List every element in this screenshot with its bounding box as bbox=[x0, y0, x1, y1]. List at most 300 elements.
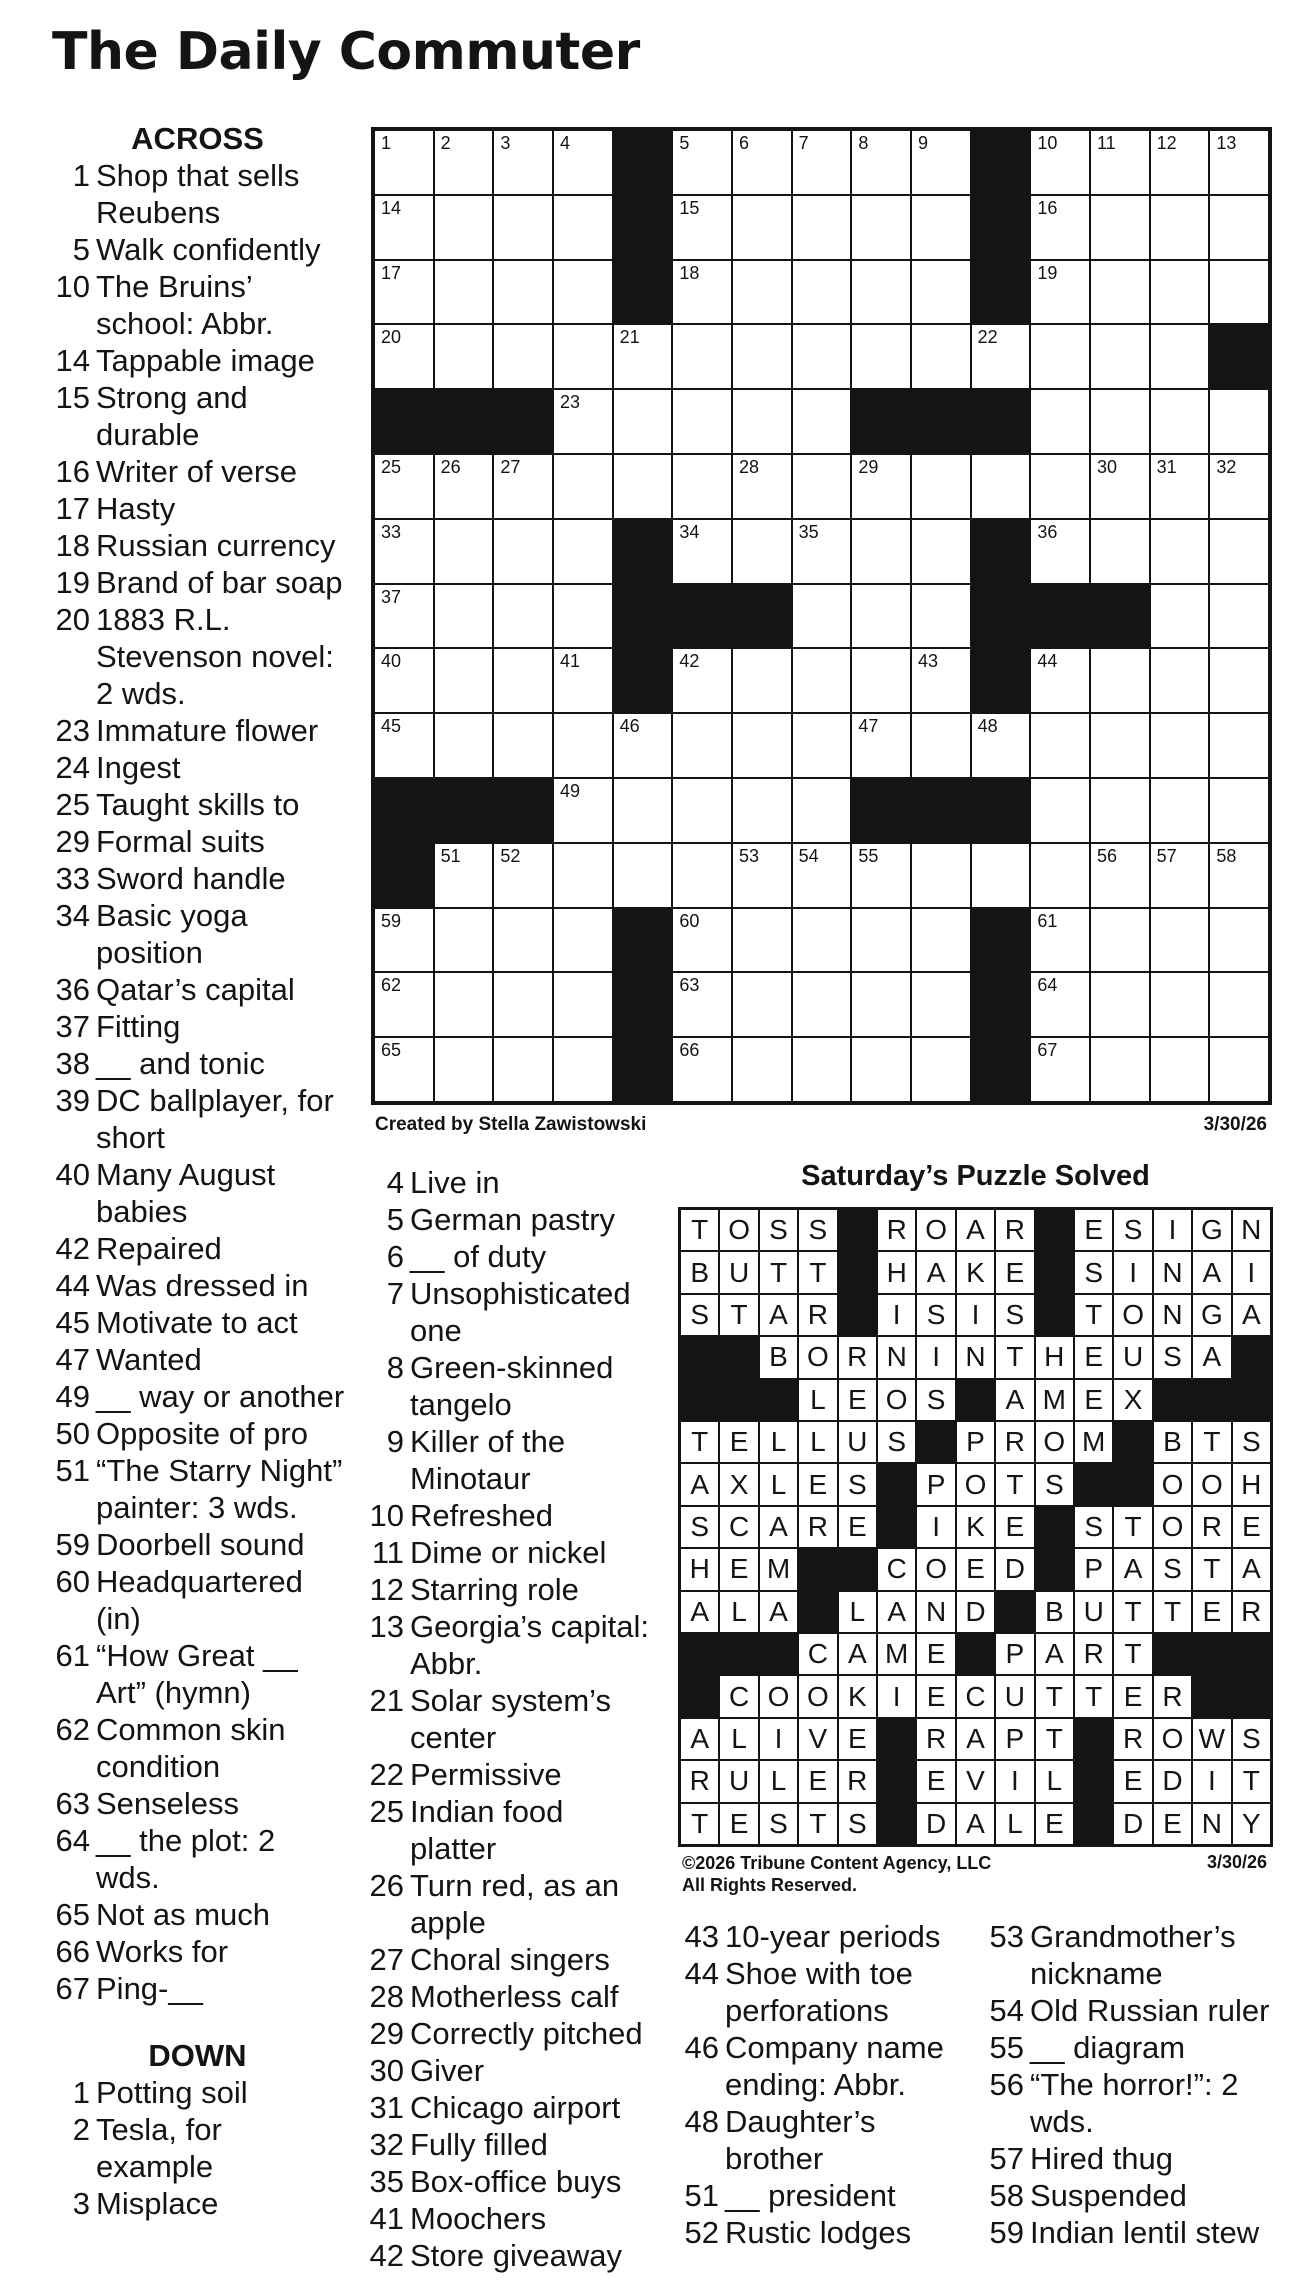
solved-black-square bbox=[1035, 1209, 1074, 1251]
grid-cell[interactable] bbox=[1209, 584, 1269, 649]
grid-cell[interactable] bbox=[493, 195, 553, 260]
grid-cell[interactable] bbox=[1090, 972, 1150, 1037]
down-clue-list-1 bbox=[50, 2074, 345, 2222]
clue-text: Motherless calf bbox=[410, 1979, 619, 2014]
grid-cell[interactable] bbox=[792, 130, 852, 195]
grid-cell[interactable] bbox=[493, 324, 553, 389]
grid-cell[interactable] bbox=[911, 584, 971, 649]
grid-cell[interactable] bbox=[613, 324, 673, 389]
grid-cell[interactable] bbox=[1030, 389, 1090, 454]
clue-number: 25 bbox=[369, 1794, 404, 1829]
grid-cell[interactable] bbox=[732, 972, 792, 1037]
black-square bbox=[971, 519, 1031, 584]
grid-cell[interactable] bbox=[1209, 843, 1269, 908]
grid-cell[interactable] bbox=[553, 519, 613, 584]
grid-cell[interactable] bbox=[1209, 519, 1269, 584]
grid-cell[interactable] bbox=[911, 713, 971, 778]
cell-number: 37 bbox=[381, 586, 402, 607]
clue-number: 49 bbox=[55, 1379, 90, 1414]
cell-number: 57 bbox=[1156, 845, 1177, 866]
grid-cell[interactable] bbox=[1209, 648, 1269, 713]
grid-cell[interactable] bbox=[851, 584, 911, 649]
solved-letter: N bbox=[1153, 1294, 1192, 1336]
grid-cell[interactable] bbox=[792, 908, 852, 973]
grid-cell[interactable] bbox=[1209, 1037, 1269, 1102]
black-square bbox=[374, 843, 434, 908]
grid-cell[interactable] bbox=[1150, 130, 1210, 195]
solved-letter: D bbox=[1153, 1760, 1192, 1802]
grid-cell[interactable] bbox=[732, 843, 792, 908]
grid-cell[interactable] bbox=[672, 195, 732, 260]
grid-cell[interactable] bbox=[1150, 972, 1210, 1037]
grid-cell[interactable] bbox=[911, 972, 971, 1037]
clue-number: 37 bbox=[55, 1009, 90, 1044]
grid-cell[interactable] bbox=[672, 130, 732, 195]
black-square bbox=[493, 389, 553, 454]
grid-cell[interactable] bbox=[851, 908, 911, 973]
grid-cell[interactable] bbox=[792, 519, 852, 584]
clue-item bbox=[50, 749, 345, 786]
grid-cell[interactable] bbox=[493, 454, 553, 519]
clue-number: 42 bbox=[55, 1231, 90, 1266]
grid-cell[interactable] bbox=[792, 584, 852, 649]
solved-black-square bbox=[1035, 1506, 1074, 1548]
clue-text: Doorbell sound bbox=[96, 1527, 305, 1562]
clue-text: Giver bbox=[410, 2053, 485, 2088]
grid-cell[interactable] bbox=[434, 648, 494, 713]
grid-cell[interactable] bbox=[553, 130, 613, 195]
grid-cell[interactable] bbox=[1030, 130, 1090, 195]
clue-item bbox=[360, 1423, 655, 1497]
grid-cell[interactable] bbox=[493, 260, 553, 325]
grid-cell[interactable] bbox=[1030, 324, 1090, 389]
grid-cell[interactable] bbox=[1030, 519, 1090, 584]
black-square bbox=[374, 389, 434, 454]
grid-cell[interactable] bbox=[553, 972, 613, 1037]
grid-cell[interactable] bbox=[911, 130, 971, 195]
grid-cell[interactable] bbox=[792, 648, 852, 713]
solved-black-square bbox=[759, 1379, 798, 1421]
clue-text: Wanted bbox=[96, 1342, 202, 1377]
grid-cell[interactable] bbox=[971, 713, 1031, 778]
grid-cell[interactable] bbox=[911, 195, 971, 260]
solved-letter: U bbox=[719, 1251, 758, 1293]
grid-cell[interactable] bbox=[374, 195, 434, 260]
grid-cell[interactable] bbox=[672, 713, 732, 778]
grid-cell[interactable] bbox=[1150, 260, 1210, 325]
grid-cell[interactable] bbox=[851, 260, 911, 325]
grid-cell[interactable] bbox=[851, 519, 911, 584]
grid-cell[interactable] bbox=[732, 324, 792, 389]
solved-black-square bbox=[1153, 1379, 1192, 1421]
grid-cell[interactable] bbox=[672, 519, 732, 584]
grid-cell[interactable] bbox=[374, 519, 434, 584]
grid-cell[interactable] bbox=[1150, 778, 1210, 843]
cell-number: 52 bbox=[500, 845, 521, 866]
solved-letter: E bbox=[1074, 1209, 1113, 1251]
clue-item bbox=[980, 1992, 1280, 2029]
solved-black-square bbox=[1074, 1463, 1113, 1505]
grid-cell[interactable] bbox=[553, 908, 613, 973]
grid-cell[interactable] bbox=[1090, 648, 1150, 713]
grid-cell[interactable] bbox=[1030, 1037, 1090, 1102]
solved-letter: E bbox=[1074, 1336, 1113, 1378]
grid-cell[interactable] bbox=[613, 389, 673, 454]
clue-item bbox=[50, 1711, 345, 1785]
grid-cell[interactable] bbox=[434, 260, 494, 325]
black-square bbox=[971, 972, 1031, 1037]
grid-cell[interactable] bbox=[1030, 713, 1090, 778]
grid-cell[interactable] bbox=[1150, 908, 1210, 973]
grid-cell[interactable] bbox=[553, 324, 613, 389]
clue-number: 66 bbox=[55, 1934, 90, 1969]
clue-number: 47 bbox=[55, 1342, 90, 1377]
grid-cell[interactable] bbox=[911, 454, 971, 519]
clue-item bbox=[360, 1201, 655, 1238]
grid-cell[interactable] bbox=[493, 1037, 553, 1102]
cell-number: 32 bbox=[1216, 457, 1237, 477]
cell-number: 54 bbox=[798, 845, 819, 866]
solved-letter: T bbox=[680, 1209, 719, 1251]
grid-cell[interactable] bbox=[792, 843, 852, 908]
grid-cell[interactable] bbox=[553, 648, 613, 713]
solved-letter: S bbox=[759, 1209, 798, 1251]
grid-cell[interactable] bbox=[1209, 454, 1269, 519]
grid-cell[interactable] bbox=[374, 972, 434, 1037]
grid-cell[interactable] bbox=[1150, 1037, 1210, 1102]
grid-cell[interactable] bbox=[374, 130, 434, 195]
solved-letter: G bbox=[1192, 1209, 1231, 1251]
solved-letter: O bbox=[798, 1675, 837, 1717]
solved-letter: R bbox=[995, 1421, 1034, 1463]
black-square bbox=[613, 1037, 673, 1102]
grid-cell[interactable] bbox=[553, 260, 613, 325]
solved-black-square bbox=[1074, 1718, 1113, 1760]
solved-black-square bbox=[798, 1591, 837, 1633]
solved-letter: A bbox=[680, 1591, 719, 1633]
grid-cell[interactable] bbox=[792, 454, 852, 519]
grid-cell[interactable] bbox=[672, 648, 732, 713]
grid-cell[interactable] bbox=[911, 519, 971, 584]
grid-cell[interactable] bbox=[434, 713, 494, 778]
grid-cell[interactable] bbox=[434, 454, 494, 519]
grid-cell[interactable] bbox=[672, 324, 732, 389]
grid-cell[interactable] bbox=[493, 648, 553, 713]
clue-item bbox=[50, 1822, 345, 1896]
grid-cell[interactable] bbox=[1150, 195, 1210, 260]
grid-cell[interactable] bbox=[1150, 584, 1210, 649]
crossword-grid[interactable] bbox=[371, 127, 1272, 1105]
grid-cell[interactable] bbox=[1209, 260, 1269, 325]
grid-cell[interactable] bbox=[1090, 324, 1150, 389]
grid-cell[interactable] bbox=[792, 972, 852, 1037]
grid-cell[interactable] bbox=[1150, 389, 1210, 454]
grid-cell[interactable] bbox=[374, 454, 434, 519]
clue-text: Was dressed in bbox=[96, 1268, 309, 1303]
grid-cell[interactable] bbox=[851, 648, 911, 713]
grid-cell[interactable] bbox=[971, 324, 1031, 389]
solved-letter: S bbox=[1232, 1718, 1271, 1760]
grid-cell[interactable] bbox=[911, 1037, 971, 1102]
grid-cell[interactable] bbox=[851, 324, 911, 389]
grid-cell[interactable] bbox=[493, 584, 553, 649]
grid-cell[interactable] bbox=[1030, 843, 1090, 908]
grid-cell[interactable] bbox=[911, 260, 971, 325]
grid-cell[interactable] bbox=[672, 454, 732, 519]
grid-cell[interactable] bbox=[374, 324, 434, 389]
grid-cell[interactable] bbox=[732, 260, 792, 325]
solved-letter: A bbox=[916, 1251, 955, 1293]
grid-cell[interactable] bbox=[672, 972, 732, 1037]
solved-letter: E bbox=[916, 1675, 955, 1717]
solved-letter: E bbox=[798, 1760, 837, 1802]
clue-text: Shop that sells Reubens bbox=[96, 158, 300, 230]
solved-letter: T bbox=[1113, 1506, 1152, 1548]
solved-letter: I bbox=[1192, 1760, 1231, 1802]
solved-letter: E bbox=[1035, 1803, 1074, 1845]
grid-cell[interactable] bbox=[613, 778, 673, 843]
grid-cell[interactable] bbox=[851, 843, 911, 908]
clue-number: 39 bbox=[55, 1083, 90, 1118]
solved-letter: L bbox=[719, 1718, 758, 1760]
grid-cell[interactable] bbox=[851, 713, 911, 778]
cell-number: 55 bbox=[858, 845, 879, 866]
grid-cell[interactable] bbox=[434, 130, 494, 195]
grid-cell[interactable] bbox=[1030, 195, 1090, 260]
grid-cell[interactable] bbox=[732, 130, 792, 195]
grid-cell[interactable] bbox=[971, 454, 1031, 519]
clue-number: 53 bbox=[989, 1919, 1024, 1954]
grid-cell[interactable] bbox=[1090, 454, 1150, 519]
cell-number: 42 bbox=[679, 651, 700, 672]
grid-cell[interactable] bbox=[434, 324, 494, 389]
grid-cell[interactable] bbox=[493, 130, 553, 195]
solved-letter: E bbox=[1113, 1760, 1152, 1802]
grid-cell[interactable] bbox=[1030, 908, 1090, 973]
grid-cell[interactable] bbox=[1150, 519, 1210, 584]
grid-cell[interactable] bbox=[1150, 843, 1210, 908]
clue-number: 23 bbox=[55, 713, 90, 748]
grid-cell[interactable] bbox=[911, 648, 971, 713]
grid-cell[interactable] bbox=[553, 1037, 613, 1102]
page-title: The Daily Commuter bbox=[52, 22, 640, 82]
grid-cell[interactable] bbox=[732, 389, 792, 454]
solved-letter: T bbox=[1074, 1675, 1113, 1717]
grid-cell[interactable] bbox=[792, 713, 852, 778]
clue-number: 59 bbox=[55, 1527, 90, 1562]
grid-cell[interactable] bbox=[434, 195, 494, 260]
grid-cell[interactable] bbox=[553, 713, 613, 778]
grid-cell[interactable] bbox=[1090, 1037, 1150, 1102]
cell-number: 26 bbox=[440, 457, 461, 477]
grid-cell[interactable] bbox=[1209, 908, 1269, 973]
grid-cell[interactable] bbox=[672, 843, 732, 908]
grid-cell[interactable] bbox=[493, 908, 553, 973]
grid-cell[interactable] bbox=[911, 843, 971, 908]
grid-cell[interactable] bbox=[1090, 519, 1150, 584]
grid-cell[interactable] bbox=[553, 454, 613, 519]
clue-item bbox=[50, 527, 345, 564]
solved-letter: W bbox=[1192, 1718, 1231, 1760]
grid-cell[interactable] bbox=[1150, 648, 1210, 713]
solved-letter: T bbox=[995, 1336, 1034, 1378]
grid-cell[interactable] bbox=[1090, 908, 1150, 973]
clue-text: Unsophisticated one bbox=[410, 1276, 631, 1348]
solved-letter: R bbox=[1074, 1633, 1113, 1675]
grid-cell[interactable] bbox=[672, 389, 732, 454]
grid-cell[interactable] bbox=[374, 260, 434, 325]
grid-cell[interactable] bbox=[851, 454, 911, 519]
down-clue-list-4 bbox=[980, 1918, 1280, 2251]
grid-cell[interactable] bbox=[851, 195, 911, 260]
grid-cell[interactable] bbox=[672, 260, 732, 325]
clue-text: __ diagram bbox=[1030, 2030, 1186, 2065]
grid-cell[interactable] bbox=[374, 648, 434, 713]
grid-cell[interactable] bbox=[1150, 324, 1210, 389]
grid-cell[interactable] bbox=[613, 454, 673, 519]
grid-cell[interactable] bbox=[792, 324, 852, 389]
grid-cell[interactable] bbox=[732, 648, 792, 713]
grid-cell[interactable] bbox=[1209, 195, 1269, 260]
solved-letter: B bbox=[680, 1251, 719, 1293]
grid-cell[interactable] bbox=[1150, 454, 1210, 519]
grid-cell[interactable] bbox=[792, 260, 852, 325]
across-header: ACROSS bbox=[131, 121, 264, 156]
clue-number: 30 bbox=[369, 2053, 404, 2088]
grid-cell[interactable] bbox=[493, 519, 553, 584]
grid-cell[interactable] bbox=[1209, 778, 1269, 843]
grid-cell[interactable] bbox=[1030, 972, 1090, 1037]
grid-cell[interactable] bbox=[553, 195, 613, 260]
solved-letter: L bbox=[719, 1591, 758, 1633]
solved-black-square bbox=[1232, 1336, 1271, 1378]
grid-cell[interactable] bbox=[1150, 713, 1210, 778]
grid-cell[interactable] bbox=[851, 130, 911, 195]
grid-cell[interactable] bbox=[672, 1037, 732, 1102]
solved-letter: T bbox=[798, 1803, 837, 1845]
solved-letter: I bbox=[1113, 1251, 1152, 1293]
grid-cell[interactable] bbox=[1090, 130, 1150, 195]
grid-cell[interactable] bbox=[732, 778, 792, 843]
clue-text: Potting soil bbox=[96, 2075, 248, 2110]
grid-cell[interactable] bbox=[1209, 713, 1269, 778]
grid-cell[interactable] bbox=[1090, 713, 1150, 778]
grid-cell[interactable] bbox=[1090, 260, 1150, 325]
grid-cell[interactable] bbox=[792, 1037, 852, 1102]
grid-cell[interactable] bbox=[434, 972, 494, 1037]
solved-letter: L bbox=[1035, 1760, 1074, 1802]
grid-cell[interactable] bbox=[851, 1037, 911, 1102]
grid-cell[interactable] bbox=[553, 843, 613, 908]
grid-cell[interactable] bbox=[672, 778, 732, 843]
grid-cell[interactable] bbox=[493, 843, 553, 908]
grid-cell[interactable] bbox=[732, 908, 792, 973]
clue-text: Headquartered (in) bbox=[96, 1564, 303, 1636]
grid-cell[interactable] bbox=[971, 843, 1031, 908]
solved-black-square bbox=[1074, 1803, 1113, 1845]
grid-cell[interactable] bbox=[553, 778, 613, 843]
grid-cell[interactable] bbox=[1209, 389, 1269, 454]
grid-cell[interactable] bbox=[374, 1037, 434, 1102]
grid-cell[interactable] bbox=[1030, 454, 1090, 519]
grid-cell[interactable] bbox=[732, 713, 792, 778]
clue-item bbox=[50, 601, 345, 712]
grid-cell[interactable] bbox=[1209, 972, 1269, 1037]
solved-black-square bbox=[877, 1718, 916, 1760]
grid-cell[interactable] bbox=[1090, 843, 1150, 908]
black-square bbox=[434, 389, 494, 454]
grid-cell[interactable] bbox=[434, 584, 494, 649]
grid-cell[interactable] bbox=[732, 1037, 792, 1102]
grid-cell[interactable] bbox=[732, 195, 792, 260]
solved-letter: L bbox=[798, 1421, 837, 1463]
cell-number: 13 bbox=[1216, 133, 1237, 153]
cell-number: 4 bbox=[560, 133, 571, 153]
clue-text: Brand of bar soap bbox=[96, 565, 343, 600]
clue-item bbox=[50, 453, 345, 490]
grid-cell[interactable] bbox=[1030, 778, 1090, 843]
grid-cell[interactable] bbox=[493, 713, 553, 778]
grid-cell[interactable] bbox=[613, 713, 673, 778]
grid-cell[interactable] bbox=[732, 454, 792, 519]
grid-cell[interactable] bbox=[434, 1037, 494, 1102]
grid-cell[interactable] bbox=[1090, 778, 1150, 843]
grid-cell[interactable] bbox=[1030, 260, 1090, 325]
grid-cell[interactable] bbox=[434, 519, 494, 584]
grid-cell[interactable] bbox=[613, 843, 673, 908]
solved-letter: O bbox=[916, 1548, 955, 1590]
grid-cell[interactable] bbox=[434, 908, 494, 973]
grid-cell[interactable] bbox=[672, 908, 732, 973]
grid-cell[interactable] bbox=[1090, 195, 1150, 260]
cell-number: 16 bbox=[1037, 197, 1058, 218]
clue-item bbox=[50, 1896, 345, 1933]
clue-number: 26 bbox=[369, 1868, 404, 1903]
grid-cell[interactable] bbox=[553, 584, 613, 649]
clue-item bbox=[980, 2140, 1280, 2177]
grid-cell[interactable] bbox=[792, 389, 852, 454]
grid-cell[interactable] bbox=[374, 584, 434, 649]
cell-number: 7 bbox=[798, 133, 809, 153]
grid-cell[interactable] bbox=[911, 324, 971, 389]
clue-number: 28 bbox=[369, 1979, 404, 2014]
clue-number: 20 bbox=[55, 602, 90, 637]
grid-cell[interactable] bbox=[851, 972, 911, 1037]
clue-text: Box-office buys bbox=[410, 2164, 622, 2199]
solved-letter: N bbox=[956, 1336, 995, 1378]
clue-item bbox=[675, 1918, 975, 1955]
solved-letter: I bbox=[877, 1675, 916, 1717]
grid-cell[interactable] bbox=[792, 778, 852, 843]
clue-number: 3 bbox=[72, 2186, 90, 2221]
grid-cell[interactable] bbox=[553, 389, 613, 454]
grid-cell[interactable] bbox=[434, 843, 494, 908]
solved-letter: L bbox=[798, 1379, 837, 1421]
solved-letter: T bbox=[1192, 1548, 1231, 1590]
grid-cell[interactable] bbox=[1030, 648, 1090, 713]
solved-letter: E bbox=[838, 1718, 877, 1760]
grid-cell[interactable] bbox=[1209, 130, 1269, 195]
grid-cell[interactable] bbox=[911, 908, 971, 973]
grid-cell[interactable] bbox=[493, 972, 553, 1037]
solved-letter: I bbox=[956, 1294, 995, 1336]
grid-cell[interactable] bbox=[374, 713, 434, 778]
grid-cell[interactable] bbox=[792, 195, 852, 260]
grid-cell[interactable] bbox=[374, 908, 434, 973]
grid-cell[interactable] bbox=[732, 519, 792, 584]
clue-item bbox=[360, 1349, 655, 1423]
grid-cell[interactable] bbox=[1090, 389, 1150, 454]
